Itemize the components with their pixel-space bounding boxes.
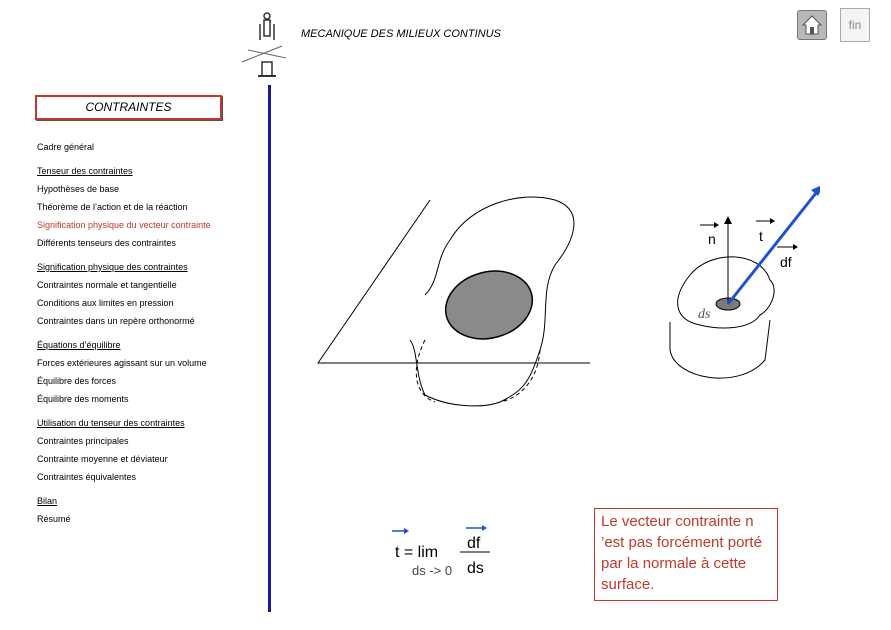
formula-lhs: t = lim [395,544,439,561]
nav-section-header[interactable]: Bilan [37,496,58,506]
formula-denominator: ds [467,560,484,577]
nav-link[interactable]: Forces extérieures agissant sur un volume [37,358,207,368]
fin-button[interactable]: fin [840,8,870,42]
nav-link[interactable]: Conditions aux limites en pression [37,298,174,308]
nav-section-header[interactable]: Signification physique des contraintes [37,262,188,272]
nav-link[interactable]: Équilibre des moments [37,394,129,404]
stress-label: t [759,228,763,244]
formula-numerator: df [467,535,481,552]
cut-section-shaded [438,262,540,349]
normal-label: n [708,231,716,247]
formula-limit-sub: ds -> 0 [412,563,453,578]
stress-vector-formula [390,525,500,585]
section-title: CONTRAINTES [35,95,222,120]
nav-link[interactable]: Différents tenseurs des contraintes [37,238,176,248]
home-icon [798,11,826,39]
page-title: MECANIQUE DES MILIEUX CONTINUS [301,28,501,40]
ds-label: ds [698,307,711,322]
nav-link[interactable]: Contraintes équivalentes [37,472,137,482]
note-box: Le vecteur contrainte n ’est pas forcément porté par la normale à cette surface. [594,508,778,601]
nav-section-header[interactable]: Tenseur des contraintes [37,166,133,176]
nav-link[interactable]: Contraintes principales [37,436,129,446]
nav-link[interactable]: Contrainte moyenne et déviateur [37,454,168,464]
nav-section-header[interactable]: Équations d’équilibre [37,340,121,350]
nav-link[interactable]: Contraintes dans un repère orthonormé [37,316,195,326]
nav-link[interactable]: Signification physique du vecteur contrainte [37,220,211,230]
vertical-divider [268,85,271,612]
cut-plane [318,200,590,363]
element-volume [678,257,774,328]
nav-link[interactable]: Contraintes normale et tangentielle [37,280,177,290]
stress-vector-diagram [300,180,820,410]
force-label: df [780,254,792,270]
logo-icon [240,10,288,82]
home-button[interactable] [797,10,827,40]
nav-section-header[interactable]: Utilisation du tenseur des contraintes [37,418,185,428]
nav-link[interactable]: Hypothèses de base [37,184,120,194]
nav-link[interactable]: Théorème de l’action et de la réaction [37,202,188,212]
nav-link[interactable]: Résumé [37,514,71,524]
nav-link[interactable]: Équilibre des forces [37,376,117,386]
nav-link[interactable]: Cadre général [37,142,95,152]
